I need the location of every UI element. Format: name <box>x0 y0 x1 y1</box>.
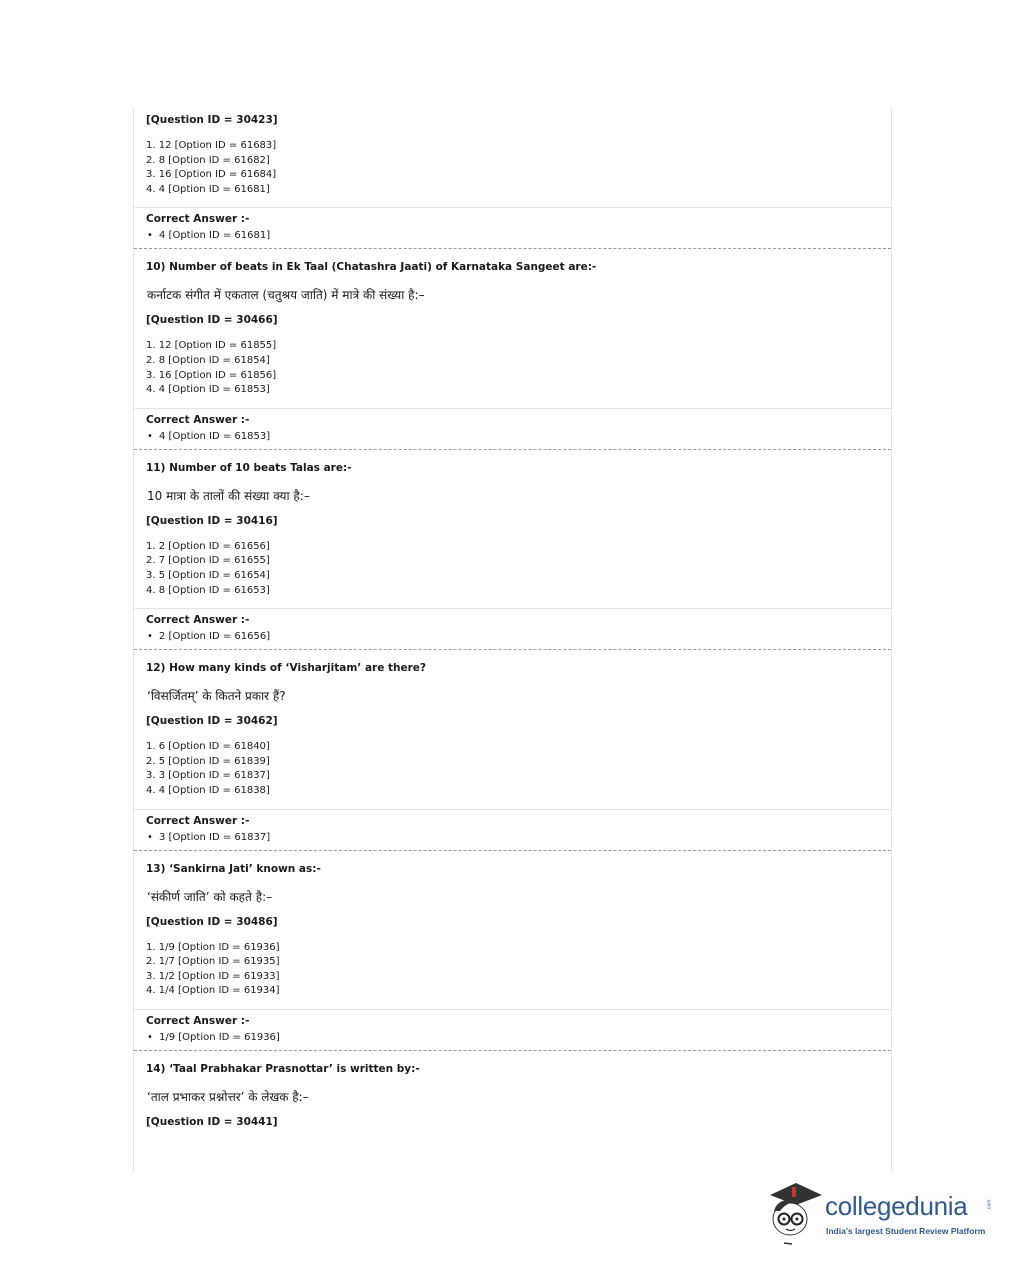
correct-answer-value: 2 [Option ID = 61656] <box>159 631 271 643</box>
correct-answer-label: Correct Answer :- <box>146 814 250 827</box>
question-hindi: ‘विसर्जितम्’ के कितने प्रकार हैं? <box>147 689 286 704</box>
correct-answer-label: Correct Answer :- <box>146 614 250 627</box>
question-id: [Question ID = 30423] <box>146 114 278 126</box>
question-id: [Question ID = 30416] <box>146 514 278 527</box>
option-item: 1. 1/9 [Option ID = 61936] <box>146 941 280 953</box>
question-hindi: कर्नाटक संगीत में एकताल (चतुश्रय जाति) में मात्रे की संख्या है:– <box>147 288 425 303</box>
option-item: 1. 6 [Option ID = 61840] <box>146 741 270 753</box>
question-id: [Question ID = 30441] <box>146 1115 278 1128</box>
question-id: [Question ID = 30462] <box>146 715 278 728</box>
question-block-12 <box>134 650 891 850</box>
correct-answer <box>146 832 879 846</box>
correct-answer <box>146 230 879 244</box>
question-block-14 <box>134 1051 891 1130</box>
answer-divider <box>134 1009 891 1010</box>
option-item: 3. 16 [Option ID = 61684] <box>146 169 277 181</box>
options-list <box>146 941 879 999</box>
question-hindi: ‘ताल प्रभाकर प्रश्नोत्तर’ के लेखक है:– <box>147 1089 309 1104</box>
options-list <box>146 139 879 197</box>
correct-answer <box>146 431 879 445</box>
question-block-10 <box>134 249 891 449</box>
option-item: 2. 1/7 [Option ID = 61935] <box>146 956 280 968</box>
answer-divider <box>134 207 891 208</box>
options-list <box>146 740 879 798</box>
question-title: 13) ‘Sankirna Jati’ known as:- <box>146 862 321 875</box>
option-item: 2. 5 [Option ID = 61839] <box>146 755 270 767</box>
correct-answer-value: 4 [Option ID = 61853] <box>159 430 271 442</box>
option-item: 3. 16 [Option ID = 61856] <box>146 369 277 381</box>
question-id: [Question ID = 30466] <box>146 314 278 327</box>
correct-answer-label: Correct Answer :- <box>146 1014 250 1027</box>
answer-divider <box>134 608 891 609</box>
correct-answer-value: 4 [Option ID = 61681] <box>159 230 271 242</box>
answer-divider <box>134 408 891 409</box>
logo-domain: .com <box>986 1199 993 1211</box>
bullet-icon: • <box>147 430 153 442</box>
collegedunia-logo <box>766 1177 996 1247</box>
option-item: 2. 8 [Option ID = 61854] <box>146 354 270 366</box>
correct-answer-value: 1/9 [Option ID = 61936] <box>159 1031 280 1043</box>
question-id: [Question ID = 30486] <box>146 915 278 928</box>
correct-answer-label: Correct Answer :- <box>146 413 250 426</box>
option-item: 4. 1/4 [Option ID = 61934] <box>146 985 280 997</box>
answer-divider <box>134 809 891 810</box>
question-title: 10) Number of beats in Ek Taal (Chatashra Jaati) of Karnataka Sangeet are:- <box>146 261 597 274</box>
logo-wordmark: collegedunia <box>825 1191 968 1221</box>
question-block-13 <box>134 851 891 1051</box>
bullet-icon: • <box>147 631 153 643</box>
option-item: 3. 1/2 [Option ID = 61933] <box>146 970 280 982</box>
bullet-icon: • <box>147 1031 153 1043</box>
correct-answer <box>146 1032 879 1046</box>
option-item: 4. 4 [Option ID = 61853] <box>146 384 270 396</box>
question-title: 14) ‘Taal Prabhakar Prasnottar’ is written by:- <box>146 1062 420 1075</box>
option-item: 2. 7 [Option ID = 61655] <box>146 555 270 567</box>
correct-answer <box>146 631 879 645</box>
option-item: 3. 3 [Option ID = 61837] <box>146 770 270 782</box>
question-block-11 <box>134 450 891 650</box>
question-hindi: ‘संकीर्ण जाति’ को कहते है:– <box>147 889 273 904</box>
option-item: 4. 4 [Option ID = 61681] <box>146 183 270 195</box>
question-block-9 <box>134 114 891 249</box>
correct-answer-label: Correct Answer :- <box>146 213 250 226</box>
option-item: 1. 2 [Option ID = 61656] <box>146 540 270 552</box>
options-list <box>146 339 879 397</box>
question-title: 12) How many kinds of ‘Visharjitam’ are there? <box>146 662 426 675</box>
question-hindi: 10 मात्रा के तालों की संख्या क्या है:– <box>147 488 310 503</box>
bullet-icon: • <box>147 230 153 242</box>
bullet-icon: • <box>147 831 153 843</box>
option-item: 2. 8 [Option ID = 61682] <box>146 154 270 166</box>
mascot-icon <box>766 1177 824 1247</box>
logo-tagline: India's largest Student Review Platform <box>826 1226 986 1236</box>
option-item: 1. 12 [Option ID = 61855] <box>146 340 277 352</box>
question-paper-page <box>133 108 892 1171</box>
option-item: 4. 4 [Option ID = 61838] <box>146 784 270 796</box>
correct-answer-value: 3 [Option ID = 61837] <box>159 831 271 843</box>
option-item: 1. 12 [Option ID = 61683] <box>146 140 277 151</box>
option-item: 4. 8 [Option ID = 61653] <box>146 584 270 596</box>
option-item: 3. 5 [Option ID = 61654] <box>146 569 270 581</box>
question-title: 11) Number of 10 beats Talas are:- <box>146 461 352 474</box>
options-list <box>146 540 879 598</box>
